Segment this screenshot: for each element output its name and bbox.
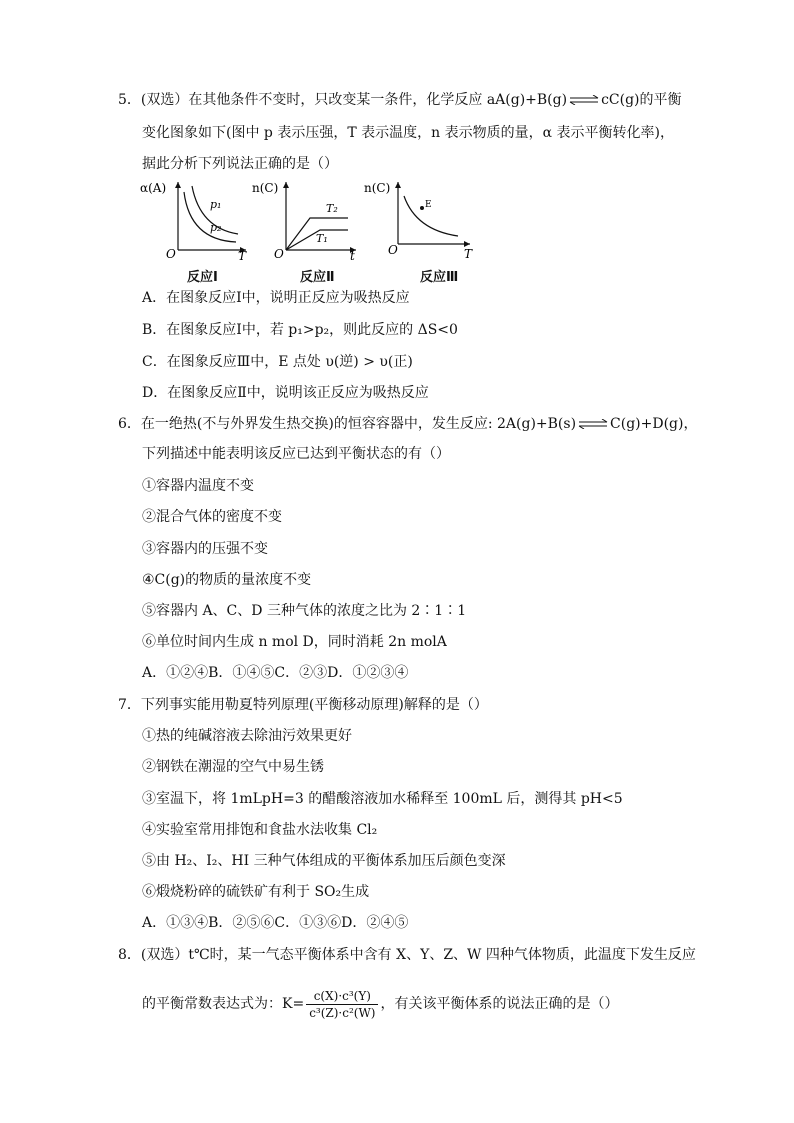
graph2-ylabel: n(C) (252, 181, 279, 195)
q8-stem2b: ，有关该平衡体系的说法正确的是（） (380, 996, 619, 1012)
q5-option-a: A．在图象反应Ⅰ中，说明正反应为吸热反应 (142, 290, 410, 306)
graph2-origin: O (274, 247, 284, 260)
q6-stem-line2: 下列描述中能表明该反应已达到平衡状态的有（） (142, 446, 450, 462)
q7-stem: 7．下列事实能用勒夏特列原理(平衡移动原理)解释的是（） (118, 697, 488, 713)
q6-options: A．①②④B．①④⑤C．②③D．①②③④ (142, 665, 409, 681)
graph2-curve-T2: T₂ (326, 202, 338, 215)
graph-reaction-2-svg (252, 178, 362, 260)
q6-item-6: ⑥单位时间内生成 n mol D，同时消耗 2n molA (142, 634, 447, 650)
q7-item-6: ⑥煅烧粉碎的硫铁矿有利于 SO₂生成 (142, 884, 370, 900)
fraction-numerator: c(X)·c³(Y) (306, 988, 378, 1005)
q5-stem1a: 5．(双选）在其他条件不变时，只改变某一条件，化学反应 aA(g)+B(g) (118, 92, 568, 108)
point-E-marker (420, 206, 424, 210)
q6-item-1: ①容器内温度不变 (142, 478, 254, 494)
graph2-xlabel: t (350, 249, 355, 260)
graph1-caption: 反应Ⅰ (187, 270, 218, 285)
graph2-caption: 反应Ⅱ (300, 270, 335, 285)
graph-reaction-2 (252, 178, 362, 260)
graph3-xlabel: T (464, 247, 473, 260)
q5-option-d: D．在图象反应Ⅱ中，说明该正反应为吸热反应 (142, 385, 429, 401)
q7-item-1: ①热的纯碱溶液去除油污效果更好 (142, 728, 352, 744)
fraction-denominator: c³(Z)·c²(W) (309, 1005, 376, 1020)
q7-item-3: ③室温下，将 1mLpH=3 的醋酸溶液加水稀释至 100mL 后，测得其 pH<5 (142, 791, 623, 807)
q6-item-2: ②混合气体的密度不变 (142, 509, 282, 525)
q5-stem1b: cC(g)的平衡 (601, 92, 682, 108)
graph-reaction-3-svg (364, 178, 476, 260)
graph3-origin: O (388, 243, 398, 257)
q6-item-5: ⑤容器内 A、C、D 三种气体的浓度之比为 2∶1∶1 (142, 603, 467, 619)
q6-stem1b: C(g)+D(g)， (610, 416, 698, 432)
q8-stem2a: 的平衡常数表达式为：K= (142, 996, 305, 1012)
q7-item-2: ②钢铁在潮湿的空气中易生锈 (142, 759, 324, 775)
equilibrium-constant-fraction (306, 988, 378, 1021)
q5-stem-line3: 据此分析下列说法正确的是（） (142, 156, 338, 172)
graph3-ylabel: n(C) (364, 181, 391, 195)
q6-stem-line1 (118, 414, 697, 434)
equilibrium-arrow-icon (569, 95, 599, 105)
equilibrium-arrow-icon (578, 419, 608, 429)
q7-options: A．①③④B．②⑤⑥C．①③⑥D．②④⑤ (142, 915, 409, 931)
q5-stem-line1 (118, 90, 682, 110)
graph3-point-E: E (425, 200, 432, 210)
q6-item-3: ③容器内的压强不变 (142, 541, 268, 557)
graph-reaction-3 (364, 178, 476, 260)
q5-option-c: C．在图象反应Ⅲ中，E 点处 υ(逆) > υ(正) (142, 354, 413, 370)
graph-reaction-1 (140, 178, 250, 260)
q8-stem-line1: 8．(双选）t℃时，某一气态平衡体系中含有 X、Y、Z、W 四种气体物质，此温度下发生反应 (118, 947, 696, 963)
graph1-curve-p1: p₁ (210, 198, 222, 211)
q8-stem-line2 (142, 986, 618, 1022)
graph1-origin: O (166, 247, 176, 260)
graph3-caption: 反应Ⅲ (420, 270, 459, 285)
q5-stem-line2: 变化图象如下(图中 p 表示压强，T 表示温度，n 表示物质的量，α 表示平衡转化率)， (142, 125, 674, 141)
q6-item-4: ④C(g)的物质的量浓度不变 (142, 572, 312, 588)
graph2-curve-T1: T₁ (316, 232, 328, 245)
graph1-xlabel: T (238, 249, 247, 260)
graph1-curve-p2: p₂ (210, 221, 222, 234)
q5-option-b: B．在图象反应Ⅰ中，若 p₁>p₂，则此反应的 ΔS<0 (142, 322, 458, 338)
graph-reaction-1-svg (140, 178, 250, 260)
graph1-ylabel: α(A) (140, 181, 167, 195)
q7-item-5: ⑤由 H₂、I₂、HI 三种气体组成的平衡体系加压后颜色变深 (142, 853, 506, 869)
q6-stem1a: 6．在一绝热(不与外界发生热交换)的恒容容器中，发生反应: 2A(g)+B(s) (118, 416, 577, 432)
q7-item-4: ④实验室常用排饱和食盐水法收集 Cl₂ (142, 822, 378, 838)
